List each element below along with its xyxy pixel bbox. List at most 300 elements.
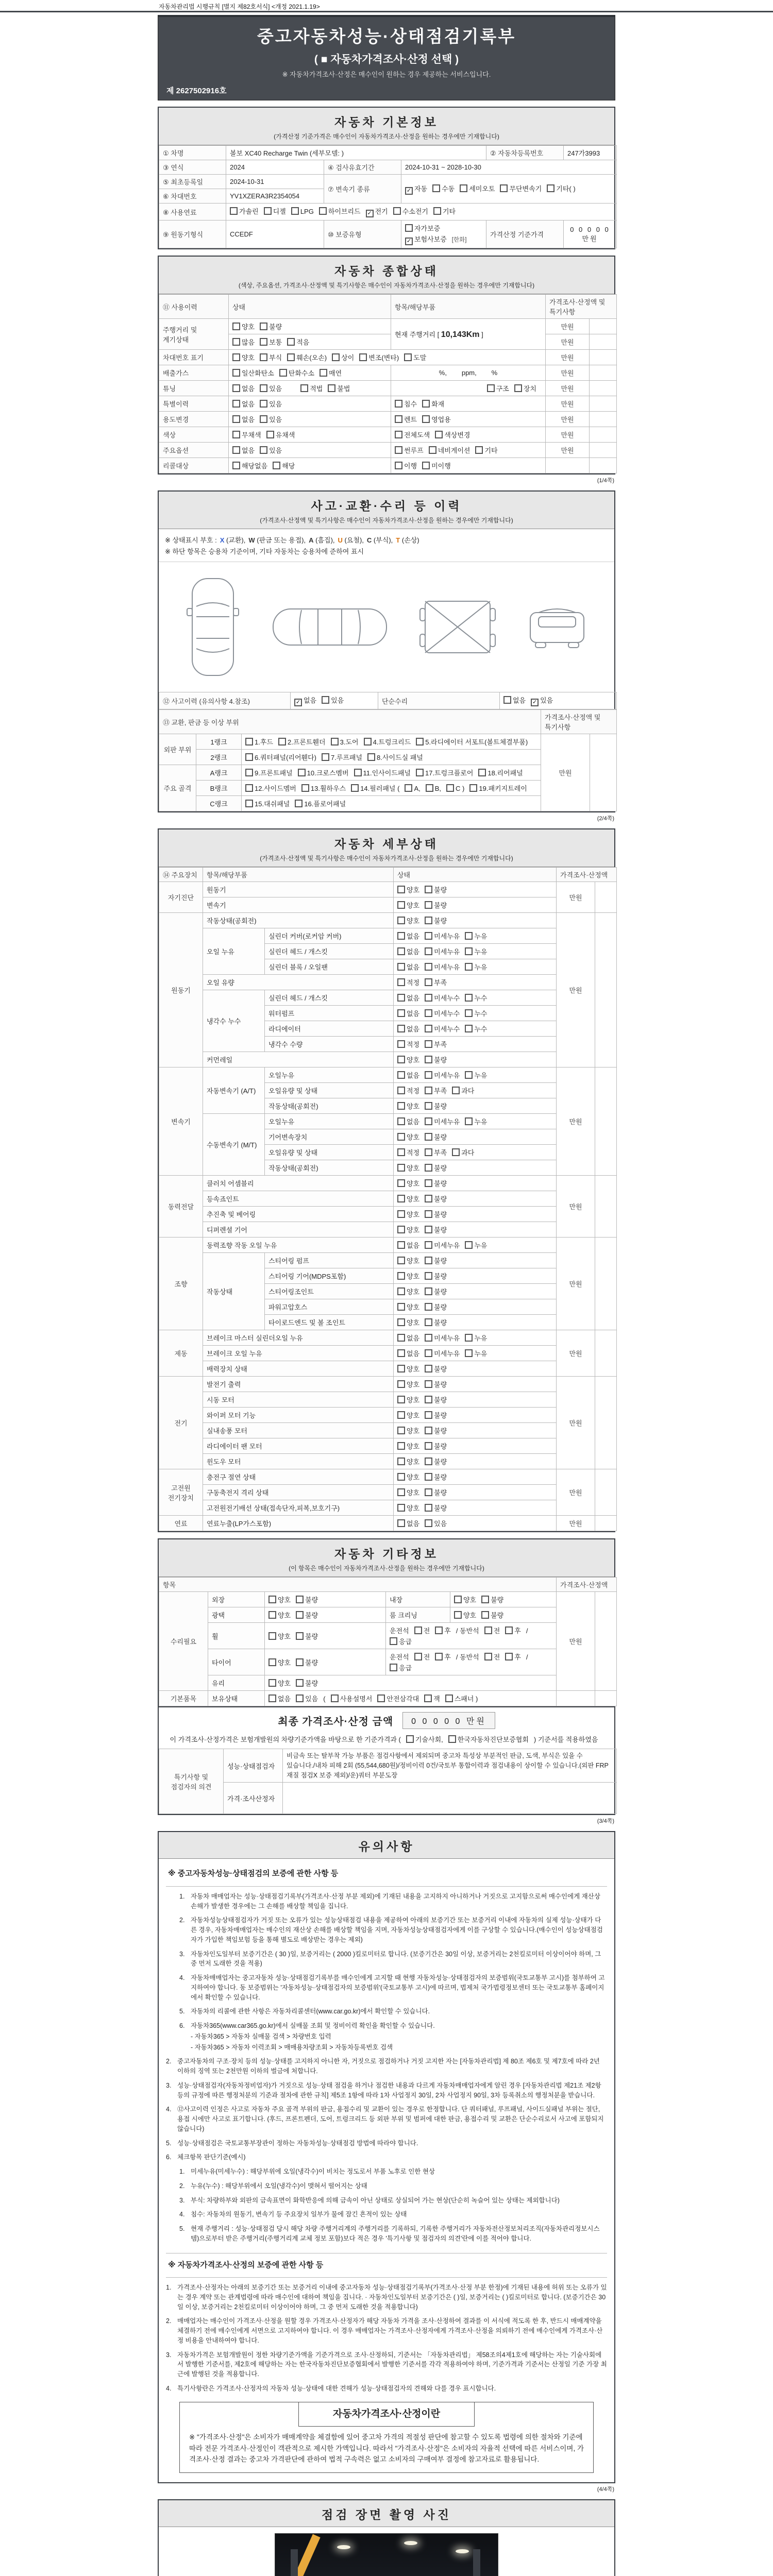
legend-symbols-line xyxy=(165,535,608,545)
checkbox[interactable] xyxy=(377,1694,385,1702)
table-cell: 실린더 블록 / 오일팬 xyxy=(265,959,394,975)
checkbox[interactable] xyxy=(260,353,267,361)
checkbox[interactable] xyxy=(232,353,240,361)
overall-condition-table xyxy=(159,294,617,473)
table-cell xyxy=(595,1067,617,1176)
checkbox[interactable] xyxy=(266,431,274,438)
checkbox[interactable] xyxy=(425,1504,432,1512)
checkbox[interactable] xyxy=(465,1334,473,1342)
checkbox-option xyxy=(547,183,575,193)
notice-item: 2. 매매업자는 매수인이 가격조사·산정을 원할 경우 가격조사·산정자가 해당 자동차 가격을 조사·산정하여 결과를 이 서식에 적도록 한 후, 반드시 매매계약을 체결하기 전에 매수인에게 서면으로 고지하여야 합니다. 이 경우 매매업자는 가격조사·산정자에게 가격조사·산정을 의뢰하기 전에 매수인에게 가격조사·산정 비용을 안내하여야 합니다. xyxy=(166,2317,603,2344)
checkbox-label: 양호 xyxy=(407,1133,420,1141)
checkbox[interactable] xyxy=(232,462,240,469)
checkbox-option xyxy=(260,383,282,393)
checkbox[interactable] xyxy=(295,800,303,807)
checkbox[interactable] xyxy=(481,1611,489,1619)
checkbox-label: 유채색 xyxy=(275,431,295,439)
checkbox-option xyxy=(260,337,282,347)
checkbox-cell xyxy=(394,1222,557,1238)
checkbox[interactable] xyxy=(425,963,432,971)
checkbox[interactable] xyxy=(465,1025,473,1032)
checkbox[interactable] xyxy=(397,932,405,940)
checkbox[interactable] xyxy=(404,353,412,361)
checkbox[interactable]: ✓ xyxy=(405,187,413,195)
checkbox[interactable] xyxy=(397,1241,405,1249)
checkbox[interactable] xyxy=(397,1148,405,1156)
checkbox-label: 불량 xyxy=(434,1381,447,1388)
checkbox[interactable] xyxy=(395,446,402,454)
table-cell: 등속죠인트 xyxy=(203,1191,394,1207)
checkbox[interactable] xyxy=(320,369,327,377)
checkbox-label: / 동반석 xyxy=(456,1653,479,1661)
checkbox-option xyxy=(425,1147,447,1157)
checkbox-cell xyxy=(394,1516,557,1531)
checkbox[interactable] xyxy=(425,1117,432,1125)
table-cell xyxy=(590,412,617,427)
checkbox[interactable] xyxy=(260,338,267,346)
checkbox[interactable] xyxy=(245,753,253,761)
checkbox[interactable]: ✓ xyxy=(531,699,539,706)
checkbox-option xyxy=(287,337,309,347)
checkbox[interactable] xyxy=(475,446,483,454)
checkbox[interactable] xyxy=(397,994,405,1002)
checkbox-option xyxy=(268,1610,291,1620)
checkbox[interactable] xyxy=(322,696,329,704)
checkbox[interactable] xyxy=(514,384,522,392)
checkbox[interactable] xyxy=(425,1257,432,1264)
checkbox-option xyxy=(425,977,447,987)
checkbox-option xyxy=(465,931,487,941)
checkbox-option xyxy=(425,1364,447,1374)
checkbox-option xyxy=(245,768,293,777)
checkbox[interactable] xyxy=(460,184,467,192)
checkbox-cell xyxy=(242,765,541,781)
checkbox[interactable] xyxy=(296,1679,304,1687)
checkbox[interactable] xyxy=(397,1164,405,1172)
checkbox-cell xyxy=(394,1377,557,1392)
checkbox-option xyxy=(397,1518,419,1528)
checkbox[interactable] xyxy=(296,1596,304,1603)
checkbox[interactable] xyxy=(425,886,432,893)
checkbox[interactable] xyxy=(414,1653,422,1660)
checkbox[interactable] xyxy=(393,207,401,215)
checkbox[interactable] xyxy=(445,1694,453,1702)
checkbox[interactable]: ✓ xyxy=(405,238,413,245)
checkbox-label: 후 xyxy=(514,1653,521,1661)
page-marker-1: (1/4쪽) xyxy=(597,478,614,484)
checkbox[interactable] xyxy=(425,1210,432,1218)
checkbox[interactable] xyxy=(397,1334,405,1342)
checkbox[interactable] xyxy=(397,1071,405,1079)
checkbox[interactable] xyxy=(268,1679,276,1687)
checkbox[interactable] xyxy=(397,963,405,971)
checkbox-label: 양호 xyxy=(407,1288,420,1296)
checkbox[interactable] xyxy=(484,1626,492,1634)
checkbox-option xyxy=(452,1086,474,1095)
checkbox[interactable] xyxy=(425,1365,432,1372)
checkbox[interactable] xyxy=(505,1653,513,1660)
checkbox[interactable] xyxy=(395,431,402,438)
checkbox[interactable] xyxy=(432,184,440,192)
checkbox[interactable] xyxy=(422,400,430,408)
checkbox-option xyxy=(390,1636,412,1646)
checkbox[interactable] xyxy=(397,1303,405,1311)
checkbox[interactable] xyxy=(395,462,402,469)
table-row xyxy=(159,1607,617,1623)
checkbox[interactable] xyxy=(425,1488,432,1496)
checkbox[interactable] xyxy=(465,947,473,955)
checkbox[interactable] xyxy=(397,1257,405,1264)
checkbox[interactable] xyxy=(301,784,309,792)
checkbox[interactable] xyxy=(397,1226,405,1233)
checkbox[interactable] xyxy=(422,462,430,469)
checkbox[interactable] xyxy=(296,1658,304,1666)
checkbox-option xyxy=(298,768,349,777)
checkbox[interactable] xyxy=(397,978,405,986)
checkbox[interactable] xyxy=(296,1694,304,1702)
checkbox-label: 없음 xyxy=(304,697,317,704)
checkbox[interactable] xyxy=(487,384,495,392)
checkbox[interactable] xyxy=(279,369,287,377)
checkbox-option xyxy=(397,885,419,894)
table-row xyxy=(159,1377,617,1392)
notice-item: 4. 침수: 자동차의 원동기, 변속기 등 주요장치 일부가 물에 잠긴 흔적이 있는 상태 xyxy=(179,2211,407,2218)
checkbox[interactable] xyxy=(359,353,367,361)
checkbox[interactable] xyxy=(397,917,405,924)
checkbox[interactable] xyxy=(232,338,240,346)
checkbox[interactable] xyxy=(465,1071,473,1079)
checkbox[interactable] xyxy=(245,738,253,745)
checkbox[interactable] xyxy=(478,769,486,776)
checkbox[interactable] xyxy=(425,1179,432,1187)
checkbox[interactable] xyxy=(425,1380,432,1388)
checkbox[interactable] xyxy=(397,1473,405,1481)
table-row xyxy=(159,295,617,319)
checkbox[interactable] xyxy=(397,1396,405,1403)
checkbox-cell xyxy=(394,1160,557,1176)
checkbox[interactable] xyxy=(406,1735,414,1743)
checkbox-option xyxy=(425,1024,460,1033)
table-cell: ⑬ 교환, 판금 등 이상 부위 xyxy=(159,710,541,734)
table-row xyxy=(159,1438,617,1454)
checkbox[interactable] xyxy=(245,784,253,792)
table-cell: 가격산정 기준가격 xyxy=(486,221,564,248)
checkbox-option xyxy=(397,1256,419,1265)
checkbox[interactable] xyxy=(547,184,554,192)
checkbox[interactable] xyxy=(319,207,327,215)
table-cell xyxy=(283,1783,617,1814)
checkbox[interactable] xyxy=(397,1349,405,1357)
checkbox-cell xyxy=(265,1592,386,1607)
checkbox-option xyxy=(425,1039,447,1049)
checkbox[interactable] xyxy=(405,224,413,232)
checkbox-option xyxy=(291,207,314,215)
checkbox[interactable] xyxy=(397,1025,405,1032)
checkbox[interactable] xyxy=(291,207,299,215)
checkbox[interactable] xyxy=(469,784,477,792)
checkbox[interactable] xyxy=(465,1349,473,1357)
checkbox[interactable] xyxy=(260,446,267,454)
checkbox[interactable] xyxy=(287,338,295,346)
table-cell: 오일유량 및 상태 xyxy=(265,1145,394,1160)
checkbox[interactable] xyxy=(505,1626,513,1634)
checkbox[interactable] xyxy=(425,1442,432,1450)
checkbox[interactable] xyxy=(452,1148,460,1156)
checkbox-label: 불량 xyxy=(434,1412,447,1419)
checkbox-label: 없음 xyxy=(407,1334,420,1342)
checkbox[interactable] xyxy=(425,1241,432,1249)
checkbox[interactable] xyxy=(425,1009,432,1017)
checkbox[interactable] xyxy=(232,323,240,330)
checkbox[interactable] xyxy=(268,1632,276,1640)
checkbox[interactable] xyxy=(435,431,443,438)
checkbox[interactable] xyxy=(425,1164,432,1172)
checkbox-option xyxy=(397,946,419,956)
table-row xyxy=(159,928,617,944)
table-cell: 발전기 출력 xyxy=(203,1377,394,1392)
checkbox[interactable] xyxy=(397,1442,405,1450)
checkbox[interactable] xyxy=(268,1694,276,1702)
checkbox[interactable] xyxy=(425,1318,432,1326)
table-cell xyxy=(595,1469,617,1516)
checkbox[interactable] xyxy=(232,384,240,392)
table-row xyxy=(159,458,617,473)
checkbox[interactable] xyxy=(435,1653,443,1660)
table-cell: 오일누유 xyxy=(265,1067,394,1083)
checkbox[interactable] xyxy=(332,353,340,361)
checkbox[interactable] xyxy=(397,901,405,909)
checkbox[interactable] xyxy=(245,769,253,776)
table-cell: ④ 검사유효기간 xyxy=(324,160,401,175)
checkbox[interactable] xyxy=(454,1596,462,1603)
checkbox-option xyxy=(426,784,441,792)
checkbox[interactable] xyxy=(296,1611,304,1619)
checkbox[interactable] xyxy=(425,932,432,940)
checkbox[interactable] xyxy=(425,1396,432,1403)
checkbox[interactable] xyxy=(425,1071,432,1079)
checkbox[interactable] xyxy=(331,738,339,745)
checkbox[interactable] xyxy=(397,1488,405,1496)
checkbox[interactable] xyxy=(264,207,272,215)
checkbox[interactable] xyxy=(300,384,308,392)
checkbox[interactable] xyxy=(414,1626,422,1634)
checkbox[interactable] xyxy=(260,400,267,408)
checkbox[interactable] xyxy=(397,1427,405,1434)
checkbox[interactable] xyxy=(331,1694,339,1702)
checkbox-label: 해당없음 xyxy=(242,462,268,470)
accident-legend xyxy=(159,529,614,562)
checkbox[interactable] xyxy=(364,738,372,745)
checkbox[interactable] xyxy=(397,1117,405,1125)
checkbox[interactable] xyxy=(465,1009,473,1017)
checkbox[interactable] xyxy=(484,1653,492,1660)
table-cell: 가격조사·산정액 xyxy=(557,868,617,882)
checkbox[interactable] xyxy=(296,1632,304,1640)
checkbox-option xyxy=(397,1132,419,1142)
checkbox[interactable] xyxy=(448,1735,456,1743)
checkbox[interactable] xyxy=(260,415,267,423)
checkbox[interactable] xyxy=(425,1411,432,1419)
checkbox[interactable] xyxy=(465,1241,473,1249)
checkbox[interactable] xyxy=(268,1611,276,1619)
checkbox[interactable] xyxy=(397,1411,405,1419)
checkbox[interactable] xyxy=(425,1087,432,1094)
checkbox[interactable] xyxy=(425,1102,432,1110)
checkbox[interactable] xyxy=(425,978,432,986)
checkbox[interactable] xyxy=(433,207,441,215)
checkbox[interactable] xyxy=(397,1195,405,1202)
checkbox[interactable] xyxy=(397,1056,405,1063)
table-cell: ⑨ 원동기형식 xyxy=(159,221,226,248)
checkbox[interactable] xyxy=(328,384,335,392)
checkbox-option xyxy=(397,1178,419,1188)
checkbox[interactable] xyxy=(397,1009,405,1017)
table-cell xyxy=(590,396,617,412)
checkbox[interactable] xyxy=(245,800,253,807)
table-cell: 만원 xyxy=(557,1238,595,1330)
checkbox[interactable] xyxy=(397,1458,405,1465)
final-price-basis xyxy=(159,1734,614,1749)
checkbox[interactable] xyxy=(425,1473,432,1481)
checkbox[interactable] xyxy=(268,1658,276,1666)
checkbox[interactable] xyxy=(425,1427,432,1434)
table-cell: ① 차명 xyxy=(159,146,226,160)
checkbox[interactable] xyxy=(405,784,412,792)
checkbox[interactable] xyxy=(425,947,432,955)
checkbox-option xyxy=(397,1395,419,1404)
checkbox[interactable] xyxy=(354,769,362,776)
checkbox[interactable] xyxy=(260,384,267,392)
checkbox[interactable] xyxy=(425,1272,432,1280)
checkbox[interactable] xyxy=(500,184,508,192)
checkbox-option xyxy=(322,695,344,705)
checkbox[interactable] xyxy=(425,901,432,909)
checkbox[interactable] xyxy=(425,994,432,1002)
legend-symbol: W xyxy=(248,536,255,544)
checkbox[interactable] xyxy=(425,1519,432,1527)
checkbox-label: A, xyxy=(414,785,421,792)
checkbox[interactable] xyxy=(425,1133,432,1141)
checkbox[interactable] xyxy=(278,738,286,745)
checkbox-cell xyxy=(394,1083,557,1098)
checkbox[interactable] xyxy=(287,353,295,361)
checkbox[interactable] xyxy=(465,994,473,1002)
checkbox[interactable] xyxy=(397,1040,405,1048)
table-cell xyxy=(595,1377,617,1469)
checkbox-label: 없음 xyxy=(407,1520,420,1528)
checkbox[interactable] xyxy=(260,323,267,330)
checkbox[interactable] xyxy=(465,932,473,940)
checkbox[interactable] xyxy=(232,369,240,377)
checkbox[interactable] xyxy=(397,886,405,893)
checkbox[interactable] xyxy=(351,784,359,792)
checkbox[interactable] xyxy=(465,1117,473,1125)
table-cell: YV1XZERA3R2354054 xyxy=(226,189,324,204)
checkbox[interactable] xyxy=(425,1056,432,1063)
checkbox[interactable] xyxy=(425,1458,432,1465)
checkbox[interactable] xyxy=(452,1087,460,1094)
checkbox-option xyxy=(465,1008,487,1018)
checkbox[interactable] xyxy=(425,1287,432,1295)
checkbox[interactable] xyxy=(424,1694,432,1702)
checkbox[interactable]: ✓ xyxy=(366,210,374,217)
checkbox[interactable] xyxy=(422,415,430,423)
checkbox[interactable] xyxy=(425,1148,432,1156)
table-cell: 247가3993 xyxy=(564,146,617,160)
checkbox[interactable] xyxy=(232,431,240,438)
checkbox[interactable] xyxy=(397,1318,405,1326)
checkbox[interactable] xyxy=(397,1102,405,1110)
checkbox[interactable] xyxy=(465,963,473,971)
checkbox[interactable] xyxy=(395,415,402,423)
checkbox[interactable] xyxy=(397,1179,405,1187)
checkbox[interactable] xyxy=(232,400,240,408)
checkbox[interactable] xyxy=(425,1349,432,1357)
detail-condition-table xyxy=(159,867,617,1531)
checkbox[interactable] xyxy=(425,1303,432,1311)
checkbox[interactable] xyxy=(425,1195,432,1202)
checkbox[interactable] xyxy=(425,1025,432,1032)
checkbox[interactable] xyxy=(298,769,306,776)
table-cell: 주행거리 및 계기상태 xyxy=(159,319,229,350)
checkbox[interactable] xyxy=(429,446,436,454)
checkbox-label: 있음 xyxy=(540,697,553,704)
checkbox[interactable] xyxy=(426,784,433,792)
checkbox[interactable] xyxy=(416,738,424,745)
checkbox[interactable] xyxy=(397,1380,405,1388)
checkbox[interactable] xyxy=(367,753,375,761)
checkbox[interactable] xyxy=(397,1272,405,1280)
checkbox[interactable] xyxy=(268,1596,276,1603)
checkbox-cell xyxy=(394,1129,557,1145)
checkbox[interactable] xyxy=(273,462,280,469)
checkbox[interactable] xyxy=(397,947,405,955)
checkbox-label: 불량 xyxy=(305,1658,318,1667)
checkbox[interactable] xyxy=(397,1133,405,1141)
checkbox[interactable] xyxy=(425,1334,432,1342)
checkbox-label: 있음 xyxy=(331,697,344,704)
checkbox[interactable] xyxy=(503,696,511,704)
checkbox[interactable] xyxy=(390,1637,397,1645)
checkbox[interactable] xyxy=(425,917,432,924)
checkbox[interactable] xyxy=(390,1664,397,1671)
table-cell xyxy=(590,427,617,443)
checkbox-label: 12.사이드멤버 xyxy=(255,785,296,792)
checkbox[interactable] xyxy=(446,784,454,792)
table-cell: 룸 크리닝 xyxy=(386,1607,450,1623)
checkbox[interactable]: ✓ xyxy=(294,699,302,706)
checkbox[interactable] xyxy=(397,1519,405,1527)
checkbox[interactable] xyxy=(230,207,238,215)
checkbox[interactable] xyxy=(454,1611,462,1619)
checkbox[interactable] xyxy=(397,1504,405,1512)
table-cell: 항목/해당부품 xyxy=(391,295,546,319)
checkbox[interactable] xyxy=(416,769,424,776)
checkbox[interactable] xyxy=(425,1040,432,1048)
checkbox[interactable] xyxy=(397,1365,405,1372)
checkbox[interactable] xyxy=(232,415,240,423)
checkbox[interactable] xyxy=(481,1596,489,1603)
checkbox-label: 양호 xyxy=(407,1427,420,1435)
checkbox[interactable] xyxy=(232,446,240,454)
checkbox[interactable] xyxy=(395,400,402,408)
checkbox[interactable] xyxy=(435,1626,443,1634)
checkbox[interactable] xyxy=(425,1226,432,1233)
checkbox[interactable] xyxy=(397,1210,405,1218)
checkbox[interactable] xyxy=(397,1087,405,1094)
checkbox[interactable] xyxy=(322,753,329,761)
checkbox[interactable] xyxy=(397,1287,405,1295)
